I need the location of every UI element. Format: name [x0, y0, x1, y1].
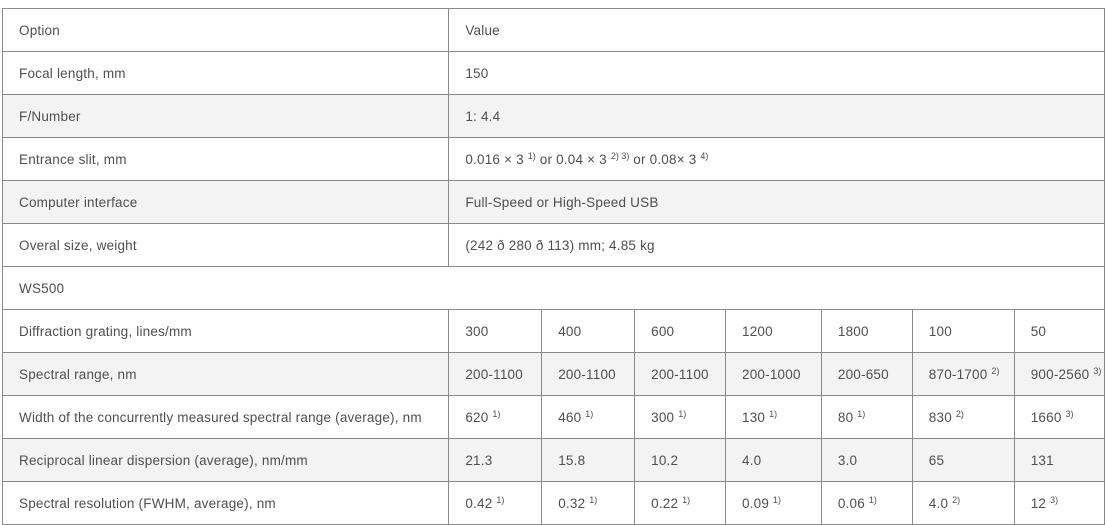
table-row: [3, 439, 1105, 482]
value-cell: 130 $^{1)}$: [726, 396, 822, 439]
value-cell: 4.0: [726, 439, 822, 482]
value-cell: 200-1000: [726, 353, 822, 396]
value-cell: 1660 $^{3)}$: [1014, 396, 1104, 439]
row-label-cell: Overal size, weight: [3, 224, 449, 267]
spectrometer-specs-table: [2, 8, 1105, 525]
footnote-superscript: 1): [868, 494, 877, 505]
table-row: [3, 224, 1105, 267]
row-label-cell: Option: [3, 9, 449, 52]
value-cell: 300 $^{1)}$: [635, 396, 726, 439]
value-cell: 0.22 $^{1)}$: [635, 482, 726, 525]
value-cell: 65: [912, 439, 1014, 482]
footnote-superscript: 2) 3): [610, 150, 630, 161]
table-row: [3, 353, 1105, 396]
value-cell: 131: [1014, 439, 1104, 482]
value-cell: 830 $^{2)}$: [912, 396, 1014, 439]
table-row: [3, 310, 1105, 353]
value-cell: 0.06 $^{1)}$: [821, 482, 912, 525]
row-label-cell: WS500: [3, 267, 1105, 310]
value-cell: 600: [635, 310, 726, 353]
value-cell: 460 $^{1)}$: [542, 396, 635, 439]
footnote-superscript: 2): [991, 365, 1000, 376]
footnote-superscript: 1): [773, 494, 782, 505]
value-cell: 200-1100: [449, 353, 542, 396]
value-cell: 0.09 $^{1)}$: [726, 482, 822, 525]
value-cell: 400: [542, 310, 635, 353]
value-cell: 200-650: [821, 353, 912, 396]
footnote-superscript: 1): [496, 494, 505, 505]
row-label-cell: F/Number: [3, 95, 449, 138]
row-label-cell: Spectral range, nm: [3, 353, 449, 396]
value-cell: 1800: [821, 310, 912, 353]
value-cell: 1: 4.4: [449, 95, 1105, 138]
value-cell: Value: [449, 9, 1105, 52]
value-cell: 21.3: [449, 439, 542, 482]
value-cell: 50: [1014, 310, 1104, 353]
value-cell: 3.0: [821, 439, 912, 482]
value-cell: 1200: [726, 310, 822, 353]
footnote-superscript: 1): [527, 150, 536, 161]
table-row: [3, 9, 1105, 52]
value-cell: 4.0 $^{2)}$: [912, 482, 1014, 525]
footnote-superscript: 2): [955, 408, 964, 419]
table-row: [3, 181, 1105, 224]
table-row: [3, 396, 1105, 439]
table-row: [3, 95, 1105, 138]
row-label-cell: Spectral resolution (FWHM, average), nm: [3, 482, 449, 525]
footnote-superscript: 3): [1065, 408, 1074, 419]
footnote-superscript: 1): [857, 408, 866, 419]
footnote-superscript: 1): [589, 494, 598, 505]
value-cell: 300: [449, 310, 542, 353]
value-cell: 10.2: [635, 439, 726, 482]
value-cell: 0.42 $^{1)}$: [449, 482, 542, 525]
table-row: [3, 482, 1105, 525]
row-label-cell: Focal length, mm: [3, 52, 449, 95]
table-row: [3, 267, 1105, 310]
footnote-superscript: 1): [492, 408, 501, 419]
value-cell: 0.016 × 3 $^{1)}$ or 0.04 × 3 $^{2) 3)}$ or 0.08× 3 $^{4)}$: [449, 138, 1105, 181]
value-cell: 80 $^{1)}$: [821, 396, 912, 439]
value-cell: 15.8: [542, 439, 635, 482]
value-cell: 0.32 $^{1)}$: [542, 482, 635, 525]
footnote-superscript: 1): [678, 408, 687, 419]
value-cell: 900-2560 $^{3)}$: [1014, 353, 1104, 396]
footnote-superscript: 4): [700, 150, 709, 161]
table-body: [3, 9, 1105, 525]
value-cell: 100: [912, 310, 1014, 353]
row-label-cell: Diffraction grating, lines/mm: [3, 310, 449, 353]
footnote-superscript: 1): [682, 494, 691, 505]
table-row: [3, 138, 1105, 181]
value-cell: 150: [449, 52, 1105, 95]
row-label-cell: Computer interface: [3, 181, 449, 224]
footnote-superscript: 1): [585, 408, 594, 419]
value-cell: (242 ð 280 ð 113) mm; 4.85 kg: [449, 224, 1105, 267]
footnote-superscript: 2): [952, 494, 961, 505]
footnote-superscript: 3): [1050, 494, 1059, 505]
footnote-superscript: 1): [769, 408, 778, 419]
row-label-cell: Reciprocal linear dispersion (average), nm/mm: [3, 439, 449, 482]
value-cell: 200-1100: [542, 353, 635, 396]
value-cell: 620 $^{1)}$: [449, 396, 542, 439]
row-label-cell: Entrance slit, mm: [3, 138, 449, 181]
value-cell: 12 $^{3)}$: [1014, 482, 1104, 525]
value-cell: 870-1700 $^{2)}$: [912, 353, 1014, 396]
value-cell: 200-1100: [635, 353, 726, 396]
footnote-superscript: 3): [1093, 365, 1102, 376]
value-cell: Full-Speed or High-Speed USB: [449, 181, 1105, 224]
row-label-cell: Width of the concurrently measured spectral range (average), nm: [3, 396, 449, 439]
table-row: [3, 52, 1105, 95]
